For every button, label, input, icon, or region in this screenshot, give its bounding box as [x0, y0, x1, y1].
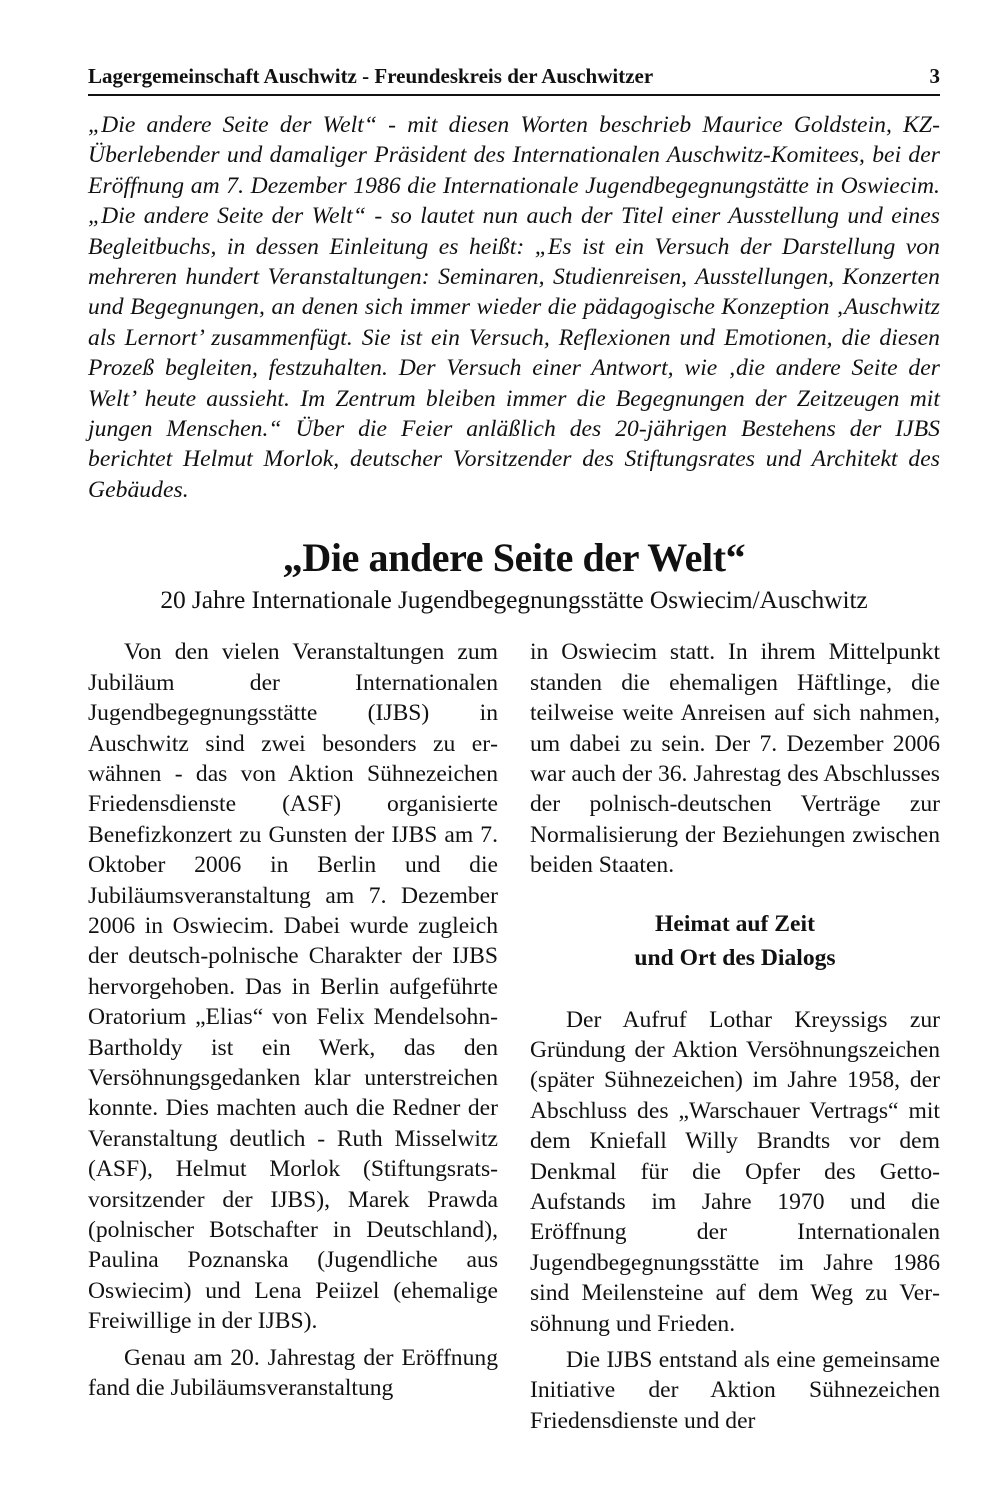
running-title: Lagergemeinschaft Auschwitz - Freundeskreis der Auschwitzer [88, 64, 654, 88]
left-column [88, 637, 498, 1442]
subheading-line: Heimat auf Zeit [655, 910, 815, 937]
section-subheading [530, 907, 940, 975]
article-title: „Die andere Seite der Welt“ [282, 535, 746, 581]
body-paragraph: Der Aufruf Lothar Kreyssigs zur Gründung der Aktion Versöhnungszeichen (später Sühnezeichen) im Jahre 1958, der Abschluss des „Warschauer Vertrags“ mit dem Kniefall Willy Brandts vor dem Denkmal für die Opfer des Getto-Aufstands im Jahre 1970 und die Eröffnung der Internationalen Jugendbegegnungsstätte im Jahre 1986 sind Meilensteine auf dem Weg zu Versöhnung und Frieden. [530, 1006, 940, 1337]
right-column [530, 637, 940, 1442]
page-number: 3 [929, 64, 940, 88]
intro-paragraph-block [88, 110, 940, 505]
article-subtitle: 20 Jahre Internationale Jugendbegegnungsstätte Oswiecim/Auschwitz [160, 585, 868, 615]
running-header [88, 64, 940, 96]
body-paragraph: Von den vielen Veranstaltungen zum Jubiläum der Internationalen Jugendbegegnungsstätte (IJBS) in Auschwitz sind zwei besonders zu erwähnen - das von Aktion Sühnezeichen Friedensdienste (ASF) organisierte Benefizkonzert zu Gunsten der IJBS am 7. Oktober 2006 in Berlin und die Jubiläumsveranstaltung am 7. Dezember 2006 in Oswiecim. Dabei wurde zugleich der deutsch-polnische Charakter der IJBS hervorgehoben. Das in Berlin aufgeführte Oratorium „Elias“ von Felix Mendelsohn-Bartholdy ist ein Werk, das den Versöhnungsgedanken klar unterstreichen konnte. Dies machten auch die Redner der Veranstaltung deutlich - Ruth Misselwitz (ASF), Helmut Morlok (Stiftungsratsvorsitzender der IJBS), Marek Prawda (polnischer Botschafter in Deutschland), Paulina Poznanska (Jugendliche aus Oswiecim) und Lena Peiizel (ehemalige Freiwillige in der IJBS). [88, 639, 498, 1335]
subheading-line: und Ort des Dialogs [634, 944, 836, 971]
body-paragraph: Genau am 20. Jahrestag der Eröffnung fand die Jubiläumsveranstaltung [88, 1344, 498, 1402]
body-paragraph: Die IJBS entstand als eine gemeinsame Initiative der Aktion Sühnezeichen Friedensdienste und der [530, 1347, 940, 1434]
intro-paragraph: „Die andere Seite der Welt“ - mit diesen Worten beschrieb Maurice Goldstein, KZ-Überlebender und damaliger Präsident des Internationalen Auschwitz-Komitees, bei der Eröffnung am 7. Dezember 1986 die Internationale Jugendbegegnungstätte in Oswiecim. „Die andere Seite der Welt“ - so lautet nun auch der Titel einer Ausstellung und eines Begleitbuchs, in dessen Einleitung es heißt: „Es ist ein Versuch der Darstellung von mehreren hundert Veranstaltungen: Seminaren, Studienreisen, Ausstellungen, Konzerten und Begegnungen, an denen sich immer wieder die pädagogische Konzeption ‚Auschwitz als Lernort’ zusammenfügt. Sie ist ein Versuch, Reflexionen und Emotionen, die diesen Prozeß begleiten, festzuhalten. Der Versuch einer Antwort, wie ‚die andere Seite der Welt’ heute aussieht. Im Zentrum bleiben immer die Begegnungen der Zeitzeugen mit jungen Menschen.“ Über die Feier anläßlich des 20-jährigen Bestehens der IJBS berichtet Helmut Morlok, deutscher Vorsitzender des Stiftungsrates und Architekt des Gebäudes. [88, 112, 940, 503]
article-body [88, 637, 940, 1442]
body-paragraph-continued: in Oswiecim statt. In ihrem Mittelpunkt standen die ehemaligen Häftlinge, die teilweise weite Anreisen auf sich nahmen, um dabei zu sein. Der 7. Dezember 2006 war auch der 36. Jahrestag des Abschlusses der polnisch-deutschen Verträge zur Normalisierung der Beziehungen zwischen beiden Staaten. [530, 639, 940, 879]
document-page [88, 64, 940, 1442]
